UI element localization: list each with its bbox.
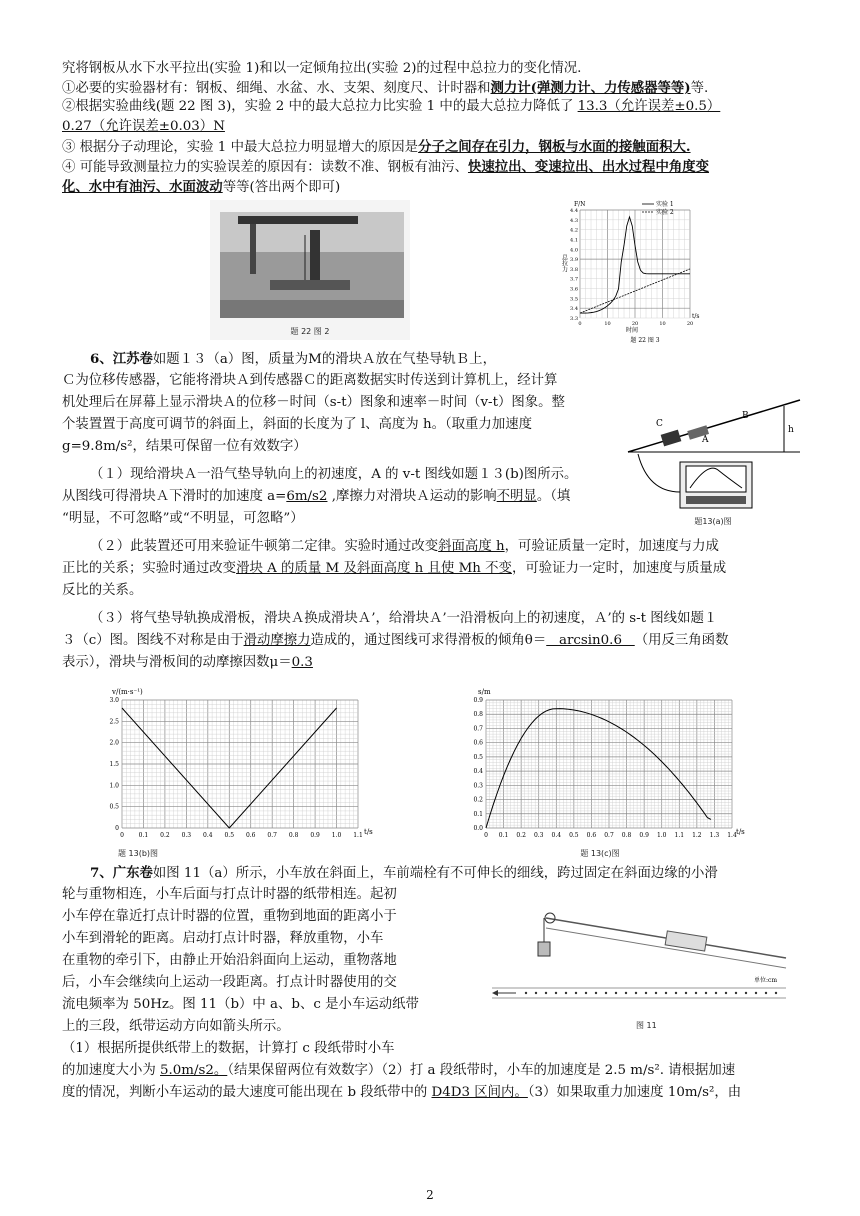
x-tick-label: 0.5 <box>569 832 579 839</box>
q7-line: 7、广东卷如图 11（a）所示，小车放在斜面上，车前端栓有不可伸长的细线，跨过固定在斜面边缘的小滑 <box>90 865 718 881</box>
tape-dot <box>545 992 547 994</box>
tape-dot <box>775 992 777 994</box>
q6-line: 6、江苏卷如题１３（a）图，质量为M的滑块Ａ放在气垫导轨Ｂ上， <box>90 351 496 367</box>
y-tick-label: 1.5 <box>109 760 119 768</box>
x-tick-label: 1.0 <box>656 832 667 839</box>
label-a: A <box>702 435 709 445</box>
q7-line: 流电频率为 50Hz。图 11（b）中 a、b、c 是小车运动纸带 <box>62 997 419 1012</box>
x-unit: t/s <box>692 313 700 320</box>
x-tick-label: 0.5 <box>224 832 235 839</box>
x-tick-label: 1.0 <box>331 832 342 839</box>
q7-line: 上的三段，纸带运动方向如箭头所示。 <box>62 1019 290 1034</box>
tape-dot <box>605 992 607 994</box>
x-tick-label: 0.4 <box>551 832 562 839</box>
tape-dot <box>535 992 537 994</box>
answer-underline: 快速拉出、变速拉出、出水过程中角度变 <box>467 159 710 175</box>
y-tick-label: 0.1 <box>473 810 483 818</box>
y-tick-label: 3.9 <box>570 257 578 264</box>
y-tick-label: 0.2 <box>473 796 483 804</box>
x-tick-label: 20 <box>631 321 639 327</box>
tape-dot <box>655 992 657 994</box>
y-tick-label: 3.4 <box>570 306 578 313</box>
q6-line: Ｃ为位移传感器，它能将滑块Ａ到传感器Ｃ的距离数据实时传送到计算机上，经计算 <box>62 373 558 388</box>
q6-line: “明显，不可忽略”或“不明显，可忽略”） <box>62 511 304 526</box>
x-tick-label: 0.1 <box>138 832 149 839</box>
figure-caption: 题 22 图 2 <box>290 327 330 336</box>
q7-line: 小车停在靠近打点计时器的位置，重物到地面的距离小于 <box>62 909 397 924</box>
tape-dot <box>725 992 727 994</box>
label-h: h <box>788 425 794 435</box>
y-tick-label: 3.5 <box>570 296 578 303</box>
y-tick-label: 3.7 <box>570 276 578 283</box>
x-tick-label: 0 <box>578 321 582 327</box>
text-line: ②根据实验曲线(题 22 图 3)，实验 2 中的最大总拉力比实验 1 中的最大总拉力降低了 13.3（允许误差±0.5） <box>62 98 774 116</box>
x-tick-label: 1.3 <box>709 832 720 839</box>
y-tick-label: 4.3 <box>570 217 578 224</box>
figure-caption: 题13(a)图 <box>694 517 732 526</box>
x-unit: t/s <box>736 828 745 836</box>
y-tick-label: 4.0 <box>570 247 578 254</box>
text-line: ①必要的实验器材有：钢板、细绳、水盆、水、支架、刻度尺、计时器和测力计(弹测力计、力传感器等等)等. <box>62 80 709 96</box>
legend-series-2: 实验 2 <box>656 209 674 216</box>
x-tick-label: 0.3 <box>533 832 544 839</box>
q7-line: 的加速度大小为 5.0m/s2。（结果保留两位有效数字）（2）打 a 段纸带时，小车的加速度是 2.5 m/s². 请根据加速 <box>62 1063 736 1078</box>
tape-dot <box>695 992 697 994</box>
x-tick-label: 0 <box>120 832 124 839</box>
q7-line: 在重物的牵引下，由静止开始沿斜面向上运动，重物落地 <box>62 953 397 968</box>
x-tick-label: 0.2 <box>516 832 526 839</box>
tape-dot <box>575 992 577 994</box>
q6-line: （２）此装置还可用来验证牛顿第二定律。实验时通过改变斜面高度 h，可验证质量一定时，加速度与力成 <box>90 539 719 554</box>
y-tick-label: 4.4 <box>570 208 578 214</box>
x-tick-label: 0.3 <box>181 832 192 839</box>
answer-underline: 6m/s2 <box>286 489 328 504</box>
q6-line: 表示），滑块与滑板间的动摩擦因数μ＝0.3 <box>62 655 313 670</box>
q7-line: 度的情况，判断小车运动的最大速度可能出现在 b 段纸带中的 D4D3 区间内。（3）如果取重力加速度 10m/s²，由 <box>62 1085 742 1100</box>
q6-line: g=9.8m/s²，结果可保留一位有效数字） <box>62 439 307 454</box>
x-tick-label: 1.2 <box>692 832 702 839</box>
q6-line: 正比的关系；实验时通过改变滑块 A 的质量 M 及斜面高度 h 且使 Mh 不变，可验证力一定时，加速度与质量成 <box>62 561 727 576</box>
figure-13a-apparatus <box>618 392 808 528</box>
tape-dot <box>595 992 597 994</box>
q7-line: （1）根据所提供纸带上的数据，计算打 c 段纸带时小车 <box>62 1041 395 1056</box>
answer-underline: 滑动摩擦力 <box>243 633 311 648</box>
x-tick-label: 0.2 <box>160 832 170 839</box>
q6-line: （３）将气垫导轨换成滑板，滑块Ａ换成滑块Ａ’，给滑块Ａ’一沿滑板向上的初速度，Ａ’的 s-t 图线如题１ <box>90 611 718 626</box>
tape-dot <box>525 992 527 994</box>
figure-22-2-photo <box>210 200 410 340</box>
x-tick-label: 0.4 <box>203 832 213 839</box>
x-tick-label: 0.7 <box>267 832 277 839</box>
q6-line: 反比的关系。 <box>62 583 143 598</box>
q7-line: 小车到滑轮的距离。启动打点计时器，释放重物，小车 <box>62 931 384 946</box>
tape-dot <box>645 992 647 994</box>
text-line: 化、水中有油污、水面波动等等(答出两个即可) <box>62 179 341 195</box>
q7-line: 轮与重物相连，小车后面与打点计时器的纸带相连。起初 <box>62 887 397 902</box>
x-tick-label: 10 <box>659 321 666 327</box>
answer-underline: 测力计(弹测力计、力传感器等等) <box>490 80 691 96</box>
x-tick-label: 0.1 <box>498 832 509 839</box>
answer-underline: D4D3 区间内。 <box>431 1085 528 1100</box>
answer-underline: 斜面高度 h <box>438 539 505 554</box>
q6-line: 机处理后在屏幕上显示滑块Ａ的位移－时间（s-t）图象和速率－时间（v-t）图象。整 <box>62 395 565 410</box>
x-tick-label: 0.6 <box>586 832 597 839</box>
tape-dot <box>585 992 587 994</box>
tape-dot <box>625 992 627 994</box>
q6-line: （１）现给滑块Ａ一沿气垫导轨向上的初速度，A 的 v-t 图线如题１３(b)图所示。 <box>90 467 578 482</box>
x-tick-label: 0.7 <box>604 832 614 839</box>
text-line: ④ 可能导致测量拉力的实验误差的原因有：读数不准、钢板有油污、快速拉出、变速拉出、出水过程中角度变 <box>62 159 710 175</box>
tape-dot <box>735 992 737 994</box>
y-tick-label: 0 <box>115 825 119 832</box>
q6-line: 个装置置于高度可调节的斜面上，斜面的长度为了 l、高度为 h。（取重力加速度 <box>62 417 532 432</box>
text-line: 究将钢板从水下水平拉出(实验 1)和以一定倾角拉出(实验 2)的过程中总拉力的变化情况. <box>62 61 582 76</box>
y-tick-label: 0.0 <box>473 825 483 832</box>
label-b: B <box>742 411 749 421</box>
tape-dot <box>715 992 717 994</box>
x-tick-label: 1.4 <box>727 832 737 839</box>
tape-dot <box>745 992 747 994</box>
unit-label: 单位:cm <box>754 977 778 984</box>
y-axis-label: F/N <box>574 201 586 208</box>
figure-13b-chart <box>88 684 378 860</box>
tape-dot <box>675 992 677 994</box>
y-axis-label: s/m <box>478 688 491 696</box>
answer-underline: 0.3 <box>291 655 313 670</box>
x-axis-label: 时间 <box>625 327 639 334</box>
y-tick-label: 4.2 <box>570 227 578 234</box>
tape-dot <box>555 992 557 994</box>
y-tick-label: 3.0 <box>109 696 119 704</box>
x-tick-label: 0 <box>484 832 488 839</box>
figure-22-3-chart <box>560 196 710 344</box>
x-tick-label: 1.1 <box>674 832 685 839</box>
y-tick-label: 0.9 <box>473 697 483 704</box>
y-tick-label: 0.7 <box>473 725 483 733</box>
y-axis-label-vertical: 总拉力 <box>560 254 568 272</box>
tape-dot <box>705 992 707 994</box>
y-tick-label: 3.3 <box>570 316 578 322</box>
q6-title: 6、江苏卷 <box>90 351 153 367</box>
y-tick-label: 3.6 <box>570 286 578 293</box>
y-tick-label: 0.3 <box>473 782 483 790</box>
tape-dot <box>615 992 617 994</box>
x-tick-label: 0.6 <box>245 832 256 839</box>
x-tick-label: 0.8 <box>621 832 632 839</box>
q7-line: 后，小车会继续向上运动一段距离。打点计时器使用的交 <box>62 975 397 990</box>
y-tick-label: 0.6 <box>473 739 483 747</box>
answer-underline: 0.27（允许误差±0.03）N <box>62 119 225 134</box>
tape-dot <box>755 992 757 994</box>
text-line <box>62 118 225 136</box>
tape-dot <box>635 992 637 994</box>
x-tick-label: 0.9 <box>639 832 649 839</box>
legend-series-1: 实验 1 <box>656 201 674 208</box>
figure-caption: 题 22 图 3 <box>630 337 660 344</box>
x-tick-label: 10 <box>604 321 611 327</box>
tape-dot <box>565 992 567 994</box>
y-tick-label: 3.8 <box>570 266 578 273</box>
text-line: ③ 根据分子动理论，实验 1 中最大总拉力明显增大的原因是分子之间存在引力，钢板与水面的接触面积大. <box>62 139 691 155</box>
answer-underline: 不明显 <box>496 489 537 504</box>
figure-caption: 题 13(c)图 <box>580 849 620 858</box>
tape-dot <box>685 992 687 994</box>
answer-underline: 化、水中有油污、水面波动 <box>62 179 223 195</box>
q7-title: 7、广东卷 <box>90 865 153 881</box>
figure-caption: 图 11 <box>636 1021 657 1030</box>
label-c: C <box>656 419 663 429</box>
answer-underline: 滑块 A 的质量 M 及斜面高度 h 且使 Mh 不变 <box>236 561 512 576</box>
y-tick-label: 0.5 <box>109 803 119 811</box>
answer-underline: arcsin0.6 <box>546 633 635 648</box>
y-tick-label: 0.5 <box>473 753 483 761</box>
x-unit: t/s <box>364 828 373 836</box>
y-tick-label: 0.4 <box>473 768 483 776</box>
y-tick-label: 1.0 <box>109 782 119 790</box>
y-tick-label: 0.8 <box>473 711 483 719</box>
q6-line: ３（c）图。图线不对称是由于滑动摩擦力造成的，通过图线可求得滑板的倾角θ＝ arcsin0.6 （用反三角函数 <box>62 633 729 648</box>
x-tick-label: 1.1 <box>353 832 363 839</box>
y-axis-label: v/(m·s⁻¹) <box>112 688 143 696</box>
tape-dot <box>765 992 767 994</box>
x-tick-label: 0.9 <box>310 832 320 839</box>
y-tick-label: 4.1 <box>570 237 578 244</box>
x-tick-label: 0.8 <box>288 832 299 839</box>
x-tick-label: 20 <box>686 321 694 327</box>
y-tick-label: 2.0 <box>109 739 119 747</box>
tape-dot <box>665 992 667 994</box>
figure-11 <box>486 898 796 1036</box>
y-tick-label: 2.5 <box>109 718 119 726</box>
answer-underline: 13.3（允许误差±0.5） <box>577 99 721 114</box>
q6-line: 从图线可得滑块Ａ下滑时的加速度 a=6m/s2 ,摩擦力对滑块Ａ运动的影响不明显。（填 <box>62 489 571 504</box>
answer-underline: 5.0m/s2。 <box>160 1063 228 1078</box>
page-number: 2 <box>426 1188 434 1202</box>
answer-underline: 分子之间存在引力，钢板与水面的接触面积大. <box>418 139 691 155</box>
figure-13c-chart <box>450 684 750 860</box>
figure-caption: 题 13(b)图 <box>118 849 159 858</box>
